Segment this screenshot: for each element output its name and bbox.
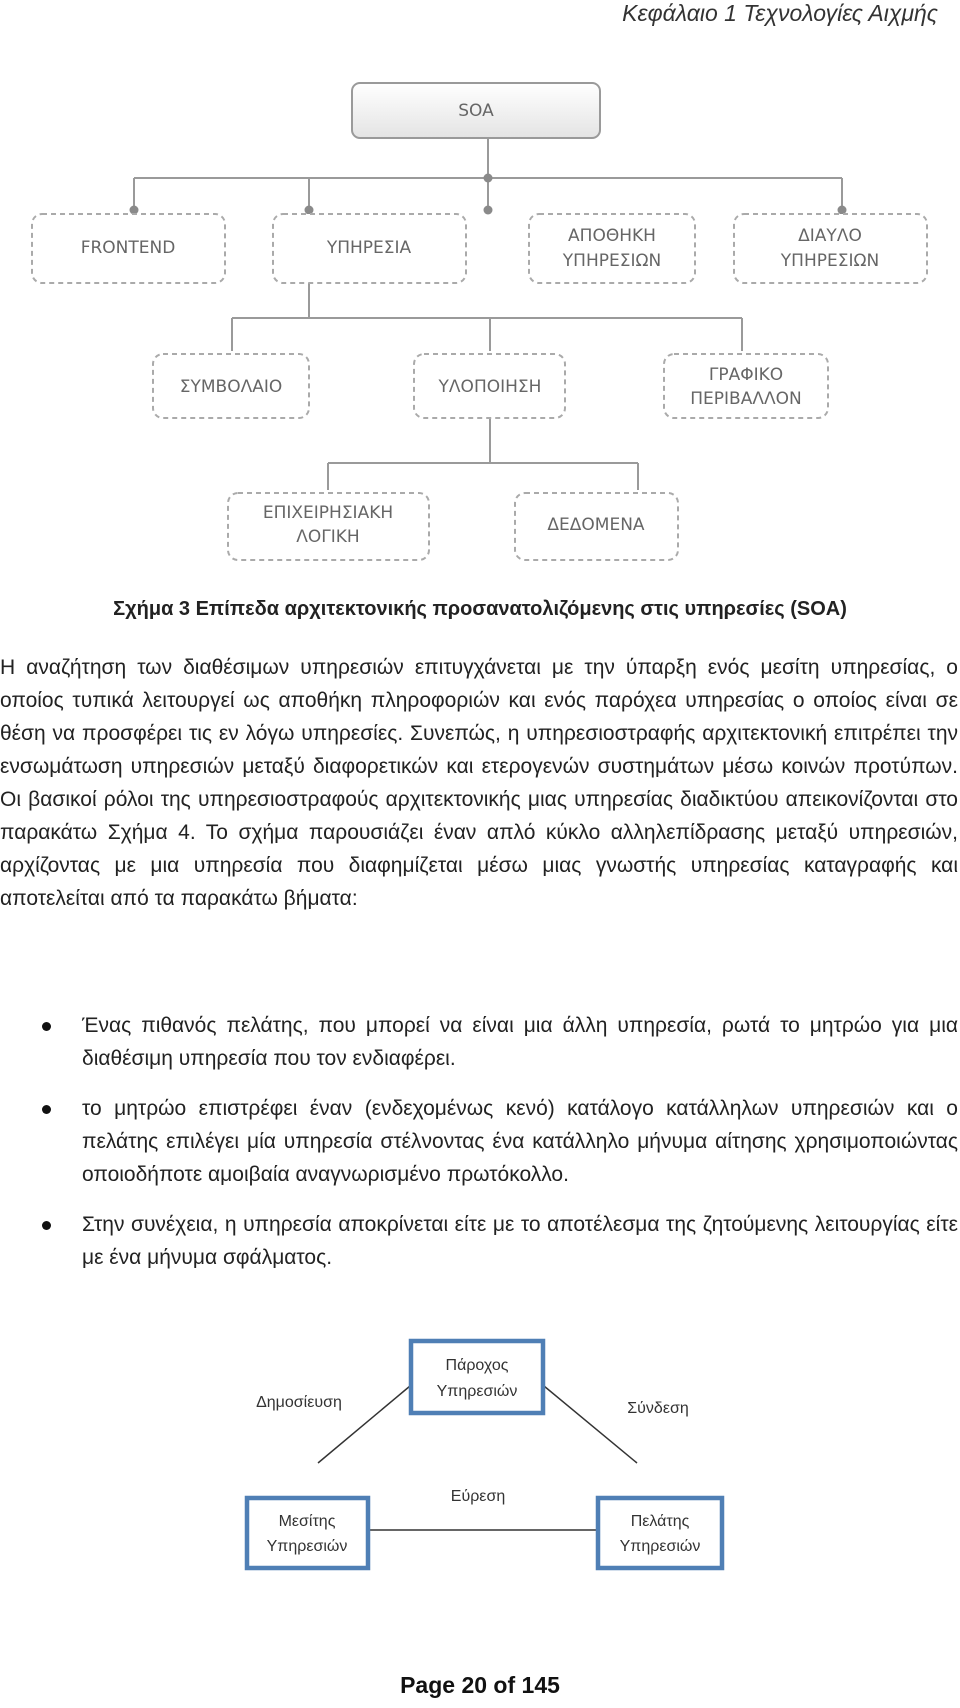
bullet-icon — [42, 1221, 51, 1230]
gui-label-1: ΓΡΑΦΙΚΟ — [708, 365, 784, 385]
business-logic-label-2: ΛΟΓΙΚΗ — [296, 527, 360, 547]
gui-label-2: ΠΕΡΙΒΑΛΛΟΝ — [690, 389, 802, 409]
broker-label-1: Μεσίτης — [278, 1513, 336, 1530]
repository-label-1: ΑΠΟΘΗΚΗ — [568, 226, 656, 246]
soa-connectors-bottom — [328, 418, 638, 490]
roles-diagram — [247, 1341, 722, 1568]
repository-label-2: ΥΠΗΡΕΣΙΩΝ — [562, 251, 662, 271]
broker-label-2: Υπηρεσιών — [266, 1538, 348, 1555]
implementation-label: ΥΛΟΠΟΙΗΣΗ — [438, 377, 542, 397]
broker-box — [247, 1498, 368, 1568]
bullet-icon — [42, 1105, 51, 1114]
find-label: Εύρεση — [450, 1488, 506, 1505]
bind-label: Σύνδεση — [627, 1400, 689, 1417]
bullet-list — [0, 1009, 958, 1291]
client-label-1: Πελάτης — [630, 1513, 690, 1530]
frontend-label: FRONTEND — [80, 238, 176, 258]
list-item: το μητρώο επιστρέφει έναν (ενδεχομένως κενό) κατάλογο κατάλληλων υπηρεσιών και ο πελάτης επιλέγει μία υπηρεσία στέλνοντας ένα κατάλληλο μήνυμα αίτησης χρησιμοποιώντας οποιοδήποτε αμοιβαία αναγνωρισμένο πρωτόκολλο. — [0, 1092, 958, 1191]
bus-box — [734, 214, 927, 283]
chapter-header: Κεφάλαιο 1 Τεχνολογίες Αιχμής — [622, 0, 938, 26]
provider-label-2: Υπηρεσιών — [436, 1383, 518, 1400]
contract-label: ΣΥΜΒΟΛΑΙΟ — [179, 377, 283, 397]
provider-box — [411, 1341, 543, 1413]
body-paragraph: Η αναζήτηση των διαθέσιμων υπηρεσιών επιτυγχάνεται με την ύπαρξη ενός μεσίτη υπηρεσίας, ο οποίος τυπικά λειτουργεί ως αποθήκη πληροφοριών και ενός παρόχεα υπηρεσίας ο οποίος είναι σε θέση να προσφέρει τις εν λόγω υπηρεσίες. Συνεπώς, η υπηρεσιοστραφής αρχιτεκτονική επιτρέπει την ενσωμάτωση υπηρεσιών μεταξύ διαφορετικών και ετερογενών συστημάτων μέσω κοινών προτύπων. Οι βασικοί ρόλοι της υπηρεσιοστραφούς αρχιτεκτονικής μιας υπηρεσίας διαδικτύου απεικονίζονται στο παρακάτω Σχήμα 4. Το σχήμα παρουσιάζει έναν απλό κύκλο αλληλεπίδρασης μεταξύ υπηρεσιών, αρχίζοντας με μια υπηρεσία που διαφημίζεται μέσω μιας γνωστής υπηρεσίας καταγραφής και αποτελείται από τα παρακάτω βήματα: — [0, 656, 958, 910]
publish-label: Δημοσίευση — [256, 1394, 342, 1411]
bullet-icon — [42, 1022, 51, 1031]
provider-label-1: Πάροχος — [445, 1357, 509, 1374]
business-logic-label-1: ΕΠΙΧΕΙΡΗΣΙΑΚΗ — [262, 503, 394, 523]
client-label-2: Υπηρεσιών — [619, 1538, 701, 1555]
figure-caption: Σχήμα 3 Επίπεδα αρχιτεκτονικής προσανατολιζόμενης στις υπηρεσίες (SOA) — [113, 598, 847, 620]
list-item: Στην συνέχεια, η υπηρεσία αποκρίνεται είτε με το αποτέλεσμα της ζητούμενης λειτουργίας είτε με ένα μήνυμα σφάλματος. — [0, 1208, 958, 1274]
bus-label-2: ΥΠΗΡΕΣΙΩΝ — [780, 251, 880, 271]
soa-root-label: SOA — [458, 101, 494, 121]
data-label: ΔΕΔΟΜΕΝΑ — [547, 515, 645, 535]
repository-box — [529, 214, 695, 283]
bus-label-1: ΔΙΑΥΛΟ — [798, 226, 862, 246]
list-item: Ένας πιθανός πελάτης, που μπορεί να είναι μια άλλη υπηρεσία, ρωτά το μητρώο για μια διαθέσιμη υπηρεσία που τον ενδιαφέρει. — [0, 1009, 958, 1075]
soa-connectors-mid — [232, 283, 742, 351]
client-box — [598, 1498, 722, 1568]
page-number: Page 20 of 145 — [400, 1672, 560, 1698]
service-label: ΥΠΗΡΕΣΙΑ — [326, 238, 412, 258]
soa-root-box — [352, 83, 600, 138]
